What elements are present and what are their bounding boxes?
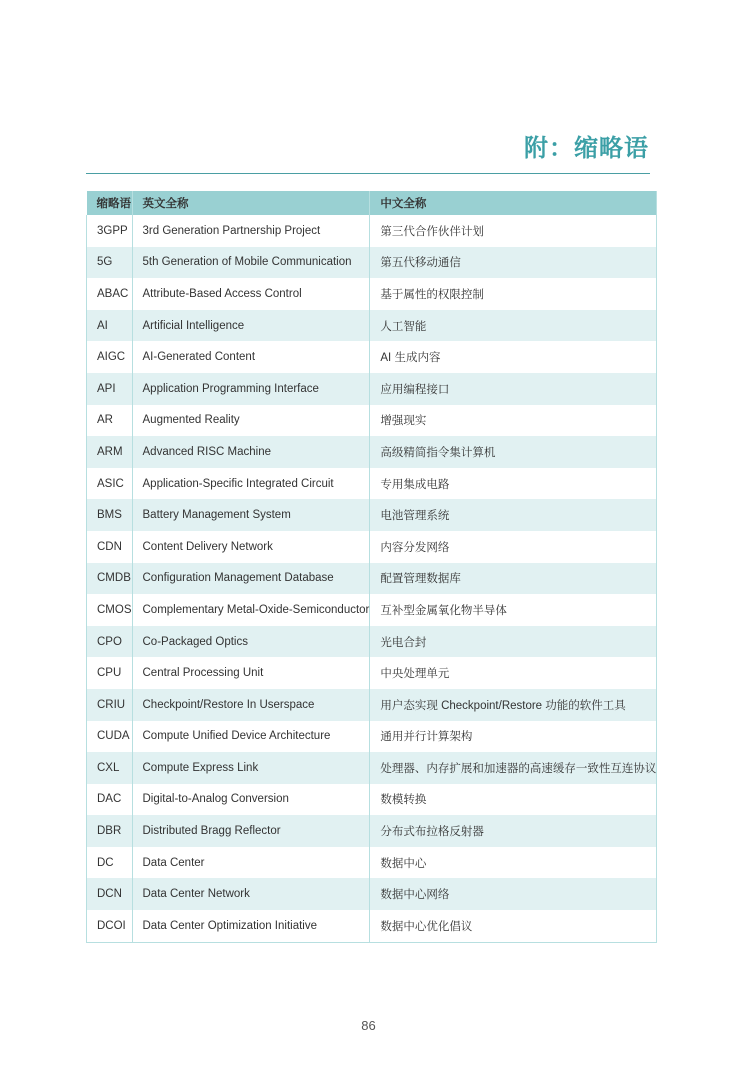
chinese-name-cell: 专用集成电路 (370, 468, 657, 500)
chinese-name-cell: 第三代合作伙伴计划 (370, 215, 657, 247)
abbreviation-cell: AIGC (87, 341, 133, 373)
english-name-cell: 3rd Generation Partnership Project (132, 215, 370, 247)
chinese-name-cell: 用户态实现 Checkpoint/Restore 功能的软件工具 (370, 689, 657, 721)
table-row (87, 215, 657, 247)
abbreviation-cell: CPU (87, 657, 133, 689)
abbreviation-cell: CPO (87, 626, 133, 658)
english-name-cell: Data Center Optimization Initiative (132, 910, 370, 942)
chinese-name-cell: 通用并行计算架构 (370, 721, 657, 753)
chinese-name-cell: 处理器、内存扩展和加速器的高速缓存一致性互连协议 (370, 752, 657, 784)
table-row (87, 657, 657, 689)
chinese-name-cell: 应用编程接口 (370, 373, 657, 405)
table-row (87, 405, 657, 437)
abbreviation-cell: AI (87, 310, 133, 342)
table-row (87, 247, 657, 279)
chinese-name-cell: 数模转换 (370, 784, 657, 816)
table-row (87, 278, 657, 310)
abbreviation-cell: CRIU (87, 689, 133, 721)
table-row (87, 499, 657, 531)
chinese-name-cell: 数据中心网络 (370, 878, 657, 910)
english-name-cell: Configuration Management Database (132, 563, 370, 595)
header-chinese: 中文全称 (370, 191, 657, 215)
english-name-cell: Battery Management System (132, 499, 370, 531)
english-name-cell: Compute Express Link (132, 752, 370, 784)
chinese-name-cell: 配置管理数据库 (370, 563, 657, 595)
english-name-cell: Content Delivery Network (132, 531, 370, 563)
chinese-name-cell: 中央处理单元 (370, 657, 657, 689)
chinese-name-cell: 高级精简指令集计算机 (370, 436, 657, 468)
english-name-cell: Compute Unified Device Architecture (132, 721, 370, 753)
table-row (87, 531, 657, 563)
english-name-cell: Advanced RISC Machine (132, 436, 370, 468)
table-row (87, 436, 657, 468)
chinese-name-cell: 数据中心优化倡议 (370, 910, 657, 942)
chinese-name-cell: AI 生成内容 (370, 341, 657, 373)
english-name-cell: AI-Generated Content (132, 341, 370, 373)
english-name-cell: Augmented Reality (132, 405, 370, 437)
chinese-name-cell: 光电合封 (370, 626, 657, 658)
abbreviation-cell: BMS (87, 499, 133, 531)
abbreviation-cell: ASIC (87, 468, 133, 500)
abbreviation-cell: API (87, 373, 133, 405)
table-row (87, 689, 657, 721)
chinese-name-cell: 基于属性的权限控制 (370, 278, 657, 310)
abbreviation-cell: CMDB (87, 563, 133, 595)
table-row (87, 310, 657, 342)
english-name-cell: Complementary Metal-Oxide-Semiconductor (132, 594, 370, 626)
table-row (87, 563, 657, 595)
abbreviation-cell: 5G (87, 247, 133, 279)
abbreviation-cell: DAC (87, 784, 133, 816)
english-name-cell: Distributed Bragg Reflector (132, 815, 370, 847)
abbreviation-cell: DBR (87, 815, 133, 847)
english-name-cell: Data Center (132, 847, 370, 879)
chinese-name-cell: 第五代移动通信 (370, 247, 657, 279)
table-row (87, 373, 657, 405)
abbreviation-cell: AR (87, 405, 133, 437)
chinese-name-cell: 互补型金属氧化物半导体 (370, 594, 657, 626)
english-name-cell: Data Center Network (132, 878, 370, 910)
table-row (87, 784, 657, 816)
header-abbr: 缩略语 (87, 191, 133, 215)
table-row (87, 878, 657, 910)
abbreviation-cell: ARM (87, 436, 133, 468)
chinese-name-cell: 分布式布拉格反射器 (370, 815, 657, 847)
abbreviation-table (86, 191, 657, 943)
page-number: 86 (361, 1018, 376, 1033)
abbreviation-cell: ABAC (87, 278, 133, 310)
table-row (87, 910, 657, 942)
header-english: 英文全称 (132, 191, 370, 215)
abbreviation-cell: CUDA (87, 721, 133, 753)
chinese-name-cell: 内容分发网络 (370, 531, 657, 563)
abbreviation-cell: 3GPP (87, 215, 133, 247)
table-row (87, 721, 657, 753)
table-row (87, 341, 657, 373)
table-row (87, 847, 657, 879)
chinese-name-cell: 电池管理系统 (370, 499, 657, 531)
abbreviation-cell: DCN (87, 878, 133, 910)
table-row (87, 752, 657, 784)
abbreviation-cell: CXL (87, 752, 133, 784)
english-name-cell: Application Programming Interface (132, 373, 370, 405)
english-name-cell: 5th Generation of Mobile Communication (132, 247, 370, 279)
title-divider (86, 173, 650, 174)
abbreviation-cell: CMOS (87, 594, 133, 626)
abbreviation-cell: DCOI (87, 910, 133, 942)
table-row (87, 815, 657, 847)
abbreviation-cell: CDN (87, 531, 133, 563)
english-name-cell: Attribute-Based Access Control (132, 278, 370, 310)
chinese-name-cell: 数据中心 (370, 847, 657, 879)
english-name-cell: Artificial Intelligence (132, 310, 370, 342)
table-row (87, 468, 657, 500)
abbreviation-cell: DC (87, 847, 133, 879)
english-name-cell: Checkpoint/Restore In Userspace (132, 689, 370, 721)
chinese-name-cell: 人工智能 (370, 310, 657, 342)
english-name-cell: Application-Specific Integrated Circuit (132, 468, 370, 500)
page-title: 附：缩略语 (524, 134, 649, 162)
table-row (87, 594, 657, 626)
table-row (87, 626, 657, 658)
english-name-cell: Digital-to-Analog Conversion (132, 784, 370, 816)
table-header-row (87, 191, 657, 215)
english-name-cell: Co-Packaged Optics (132, 626, 370, 658)
chinese-name-cell: 增强现实 (370, 405, 657, 437)
english-name-cell: Central Processing Unit (132, 657, 370, 689)
